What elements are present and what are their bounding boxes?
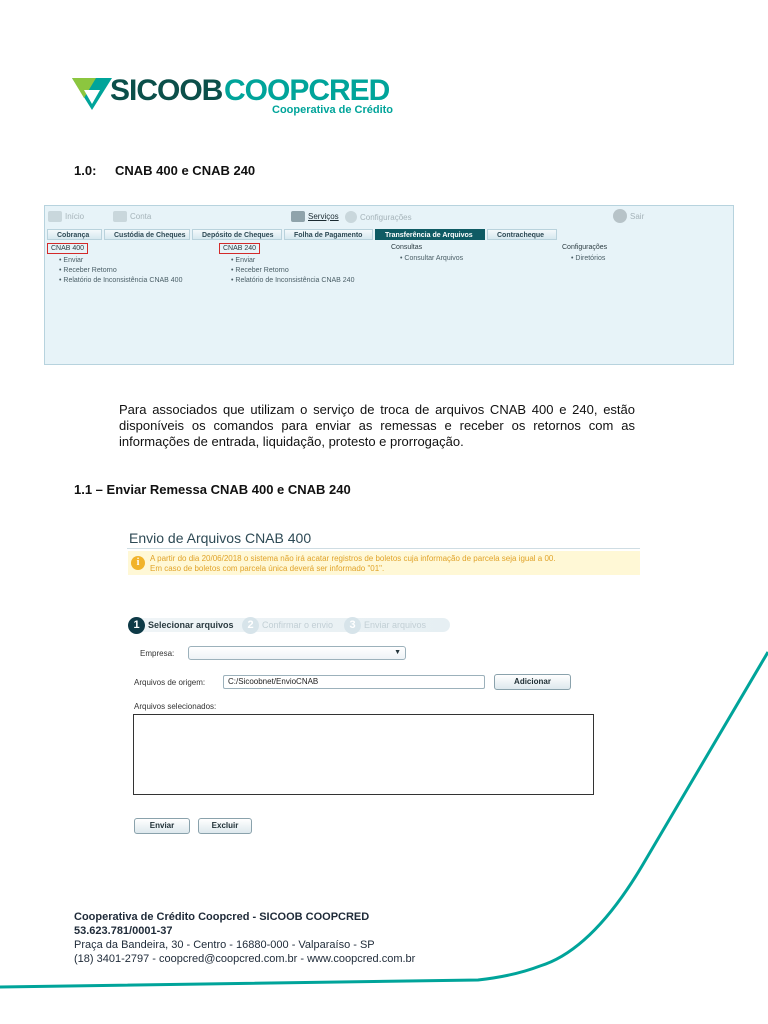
nav-servicos[interactable] bbox=[291, 211, 339, 222]
empresa-select[interactable] bbox=[188, 646, 406, 660]
menu-column-cnab240 bbox=[219, 243, 354, 284]
brand-tagline: Cooperativa de Crédito bbox=[272, 104, 394, 116]
home-icon bbox=[48, 211, 62, 222]
menu-header-cnab400: CNAB 400 bbox=[47, 243, 88, 254]
step-3 bbox=[344, 616, 426, 634]
menu-link-consultar-arquivos[interactable]: • Consultar Arquivos bbox=[388, 255, 463, 262]
origem-path-input[interactable]: C:/Sicoobnet/EnvioCNAB bbox=[223, 675, 485, 689]
adicionar-button[interactable]: Adicionar bbox=[494, 674, 571, 690]
gear-icon bbox=[345, 211, 357, 223]
menu-header-consultas: Consultas bbox=[391, 244, 423, 251]
step-2 bbox=[242, 616, 333, 634]
services-icon bbox=[291, 211, 305, 222]
menu-link-receber-retorno-240[interactable]: • Receber Retorno bbox=[219, 267, 354, 274]
step-1-number: 1 bbox=[128, 617, 145, 634]
menu-tabs bbox=[47, 229, 557, 241]
exit-icon bbox=[613, 209, 627, 223]
section-title: CNAB 400 e CNAB 240 bbox=[115, 163, 256, 178]
info-icon: i bbox=[131, 556, 145, 570]
menu-column-cnab400 bbox=[47, 243, 182, 284]
menu-link-relatorio-400[interactable]: • Relatório de Inconsistência CNAB 400 bbox=[47, 277, 182, 284]
excluir-button[interactable]: Excluir bbox=[198, 818, 252, 834]
empresa-label: Empresa: bbox=[140, 649, 175, 658]
section-1-1-title: 1.1 – Enviar Remessa CNAB 400 e CNAB 240 bbox=[74, 482, 351, 497]
nav-servicos-label: Serviços bbox=[308, 212, 339, 221]
warning-alert bbox=[128, 551, 640, 575]
menu-header-cnab240: CNAB 240 bbox=[219, 243, 260, 254]
intro-paragraph: Para associados que utilizam o serviço de troca de arquivos CNAB 400 e 240, estão disponíveis os comandos para enviar as remessas e receber os retornos com as informações de entrada, liquidação, protesto e prorrogação. bbox=[119, 402, 635, 449]
step-2-label: Confirmar o envio bbox=[262, 620, 334, 630]
menu-link-enviar-400[interactable]: • Enviar bbox=[47, 257, 182, 264]
tab-custodia-de-cheques[interactable]: Custódia de Cheques bbox=[104, 229, 190, 240]
menu-link-diretorios[interactable]: • Diretórios bbox=[559, 255, 610, 262]
menu-link-enviar-240[interactable]: • Enviar bbox=[219, 257, 354, 264]
menu-column-consultas bbox=[388, 243, 463, 262]
top-navbar bbox=[45, 206, 733, 228]
tab-cobranca[interactable]: Cobrança bbox=[47, 229, 102, 240]
menu-column-configuracoes bbox=[559, 243, 610, 262]
brand-sicoob: SICOOB bbox=[110, 74, 223, 107]
step-2-number: 2 bbox=[242, 617, 259, 634]
menu-header-configuracoes: Configurações bbox=[562, 244, 608, 251]
nav-conta-label: Conta bbox=[130, 212, 152, 221]
nav-sair[interactable] bbox=[613, 209, 644, 223]
account-icon bbox=[113, 211, 127, 222]
footer-company: Cooperativa de Crédito Coopcred - SICOOB COOPCRED bbox=[74, 911, 370, 923]
dropdown-arrow-icon: ▼ bbox=[394, 649, 401, 656]
brand-coopcred: COOPCRED bbox=[224, 74, 390, 107]
alert-line-2: Em caso de boletos com parcela única deverá ser informado "01". bbox=[150, 564, 385, 573]
step-3-number: 3 bbox=[344, 617, 361, 634]
footer bbox=[74, 910, 415, 966]
menu-link-relatorio-240[interactable]: • Relatório de Inconsistência CNAB 240 bbox=[219, 277, 354, 284]
tab-contracheque[interactable]: Contracheque bbox=[487, 229, 557, 240]
selected-files-list[interactable] bbox=[133, 714, 594, 795]
nav-inicio-label: Início bbox=[65, 212, 85, 221]
title-divider bbox=[127, 548, 640, 549]
tab-folha-de-pagamento[interactable]: Folha de Pagamento bbox=[284, 229, 373, 240]
nav-configuracoes-label: Configurações bbox=[360, 212, 412, 222]
nav-conta[interactable] bbox=[113, 211, 151, 222]
sicoob-logo-icon bbox=[72, 76, 112, 112]
tab-transferencia-de-arquivos[interactable]: Transferência de Arquivos bbox=[375, 229, 485, 240]
menu-link-receber-retorno-400[interactable]: • Receber Retorno bbox=[47, 267, 182, 274]
selecionados-label: Arquivos selecionados: bbox=[134, 702, 217, 711]
tab-deposito-de-cheques[interactable]: Depósito de Cheques bbox=[192, 229, 282, 240]
menu-screenshot bbox=[44, 205, 734, 365]
company-logo bbox=[72, 74, 402, 120]
footer-address: Praça da Bandeira, 30 - Centro - 16880-000 - Valparaíso - SP bbox=[74, 939, 375, 951]
section-number: 1.0: bbox=[74, 163, 97, 178]
enviar-button[interactable]: Enviar bbox=[134, 818, 190, 834]
nav-sair-label: Sair bbox=[630, 211, 645, 221]
wizard-steps bbox=[128, 616, 450, 634]
upload-title: Envio de Arquivos CNAB 400 bbox=[129, 530, 312, 546]
footer-contact: (18) 3401-2797 - coopcred@coopcred.com.br - www.coopcred.com.br bbox=[74, 953, 416, 965]
step-1-label: Selecionar arquivos bbox=[148, 620, 234, 630]
step-3-label: Enviar arquivos bbox=[364, 620, 427, 630]
footer-cnpj: 53.623.781/0001-37 bbox=[74, 925, 173, 937]
nav-inicio[interactable] bbox=[48, 211, 84, 222]
alert-line-1: A partir do dia 20/06/2018 o sistema não irá acatar registros de boletos cuja informação de parcela seja igual a 00. bbox=[150, 554, 556, 563]
origem-label: Arquivos de origem: bbox=[134, 678, 206, 687]
nav-configuracoes[interactable] bbox=[345, 211, 412, 223]
step-1 bbox=[128, 616, 234, 634]
